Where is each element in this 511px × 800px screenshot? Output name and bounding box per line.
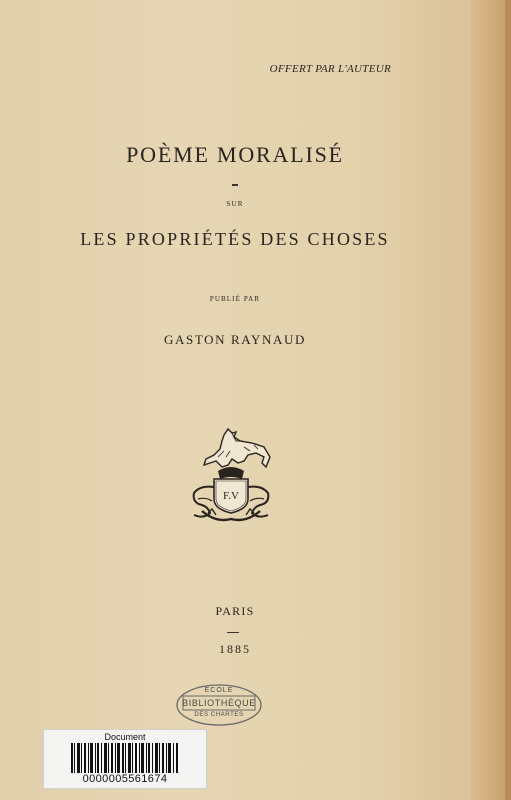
barcode-label — [43, 729, 207, 789]
title-ornament — [232, 184, 238, 186]
author-name: GASTON RAYNAUD — [164, 332, 306, 347]
title-connector: SUR — [226, 200, 244, 208]
stamp-line-2: BIBLIOTHÈQUE — [182, 698, 256, 708]
horse-crest-icon — [188, 427, 274, 525]
book-subtitle: LES PROPRIÉTÉS DES CHOSES — [80, 229, 390, 249]
published-by-label: PUBLIÉ PAR — [209, 295, 261, 303]
book-title: POÈME MORALISÉ — [126, 142, 344, 167]
stamp-line-3: DES CHARTES — [194, 712, 244, 718]
crest-monogram: F.V — [223, 490, 239, 502]
barcode-number: 0000005561674 — [82, 773, 168, 785]
barcode-icon — [71, 743, 179, 773]
barcode-title: Document — [104, 732, 146, 742]
imprint-city: PARIS — [215, 604, 255, 618]
page-edge-shadow — [505, 0, 511, 800]
imprint-divider — [227, 632, 239, 633]
library-stamp — [175, 683, 263, 727]
imprint-year: 1885 — [219, 642, 251, 656]
dedication-note: OFFERT PAR L'AUTEUR — [269, 63, 391, 75]
stamp-line-1: ÉCOLE — [204, 687, 234, 694]
